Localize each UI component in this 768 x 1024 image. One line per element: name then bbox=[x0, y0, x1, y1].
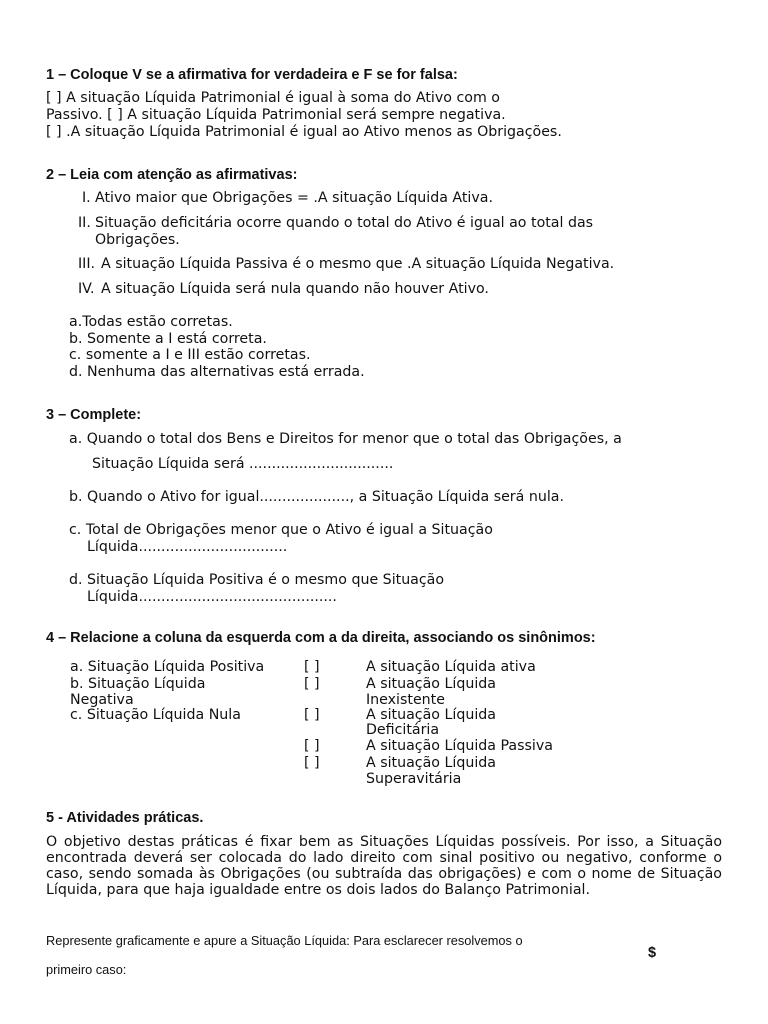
question-1-line-3: [ ] .A situação Líquida Patrimonial é igual ao Ativo menos as Obrigações. bbox=[46, 124, 562, 140]
statement-iii-number: III. bbox=[78, 256, 96, 272]
item-a-line-2: Situação Líquida será ................................ bbox=[92, 456, 394, 472]
practice-instruction-cont: primeiro caso: bbox=[46, 962, 127, 977]
left-item-b: b. Situação Líquida bbox=[70, 676, 206, 692]
item-a-line-1: a. Quando o total dos Bens e Direitos for menor que o total das Obrigações, a bbox=[69, 431, 622, 447]
right-item-4: A situação Líquida Passiva bbox=[366, 738, 553, 754]
left-item-b-cont: Negativa bbox=[70, 692, 134, 708]
left-item-c: c. Situação Líquida Nula bbox=[70, 707, 241, 723]
statement-ii-text-cont: Obrigações. bbox=[95, 232, 180, 248]
question-1-heading: 1 – Coloque V se a afirmativa for verdadeira e F se for falsa: bbox=[46, 67, 458, 83]
question-3-heading: 3 – Complete: bbox=[46, 407, 142, 423]
match-bracket-3: [ ] bbox=[304, 707, 320, 723]
statement-iv-text: A situação Líquida será nula quando não houver Ativo. bbox=[101, 281, 489, 297]
right-item-5-cont: Superavitária bbox=[366, 771, 462, 787]
statement-i-text: Ativo maior que Obrigações = .A situação Líquida Ativa. bbox=[95, 190, 493, 206]
right-item-2: A situação Líquida bbox=[366, 676, 496, 692]
option-d: d. Nenhuma das alternativas está errada. bbox=[69, 364, 365, 380]
right-item-2-cont: Inexistente bbox=[366, 692, 445, 708]
currency-symbol: $ bbox=[648, 945, 657, 961]
question-1-line-2: Passivo. [ ] A situação Líquida Patrimonial será sempre negativa. bbox=[46, 107, 506, 123]
option-c: c. somente a I e III estão corretas. bbox=[69, 347, 311, 363]
right-item-5: A situação Líquida bbox=[366, 755, 496, 771]
item-c-line-2: Líquida................................. bbox=[87, 539, 288, 555]
question-5-heading: 5 - Atividades práticas. bbox=[46, 810, 204, 826]
question-1-line-1: [ ] A situação Líquida Patrimonial é igual à soma do Ativo com o bbox=[46, 90, 500, 106]
match-bracket-2: [ ] bbox=[304, 676, 320, 692]
match-bracket-5: [ ] bbox=[304, 755, 320, 771]
right-item-3-cont: Deficitária bbox=[366, 722, 440, 738]
statement-i-number: I. bbox=[82, 190, 91, 206]
option-b: b. Somente a I está correta. bbox=[69, 331, 267, 347]
statement-ii-text: Situação deficitária ocorre quando o total do Ativo é igual ao total das bbox=[95, 215, 594, 231]
practice-paragraph: O objetivo destas práticas é fixar bem as Situações Líquidas possíveis. Por isso, a Situação encontrada deverá ser colocada do lado direito com sinal positivo ou negativo, conforme o caso, sendo somada às Obrigações (ou subtraída das obrigações) e com o nome de Situação Líquida, para que haja igualdade entre os dois lados do Balanço Patrimonial. bbox=[46, 834, 722, 898]
item-d-line-1: d. Situação Líquida Positiva é o mesmo que Situação bbox=[69, 572, 445, 588]
question-2-heading: 2 – Leia com atenção as afirmativas: bbox=[46, 167, 298, 183]
left-item-a: a. Situação Líquida Positiva bbox=[70, 659, 265, 675]
statement-iii-text: A situação Líquida Passiva é o mesmo que .A situação Líquida Negativa. bbox=[101, 256, 615, 272]
statement-iv-number: IV. bbox=[78, 281, 95, 297]
match-bracket-4: [ ] bbox=[304, 738, 320, 754]
item-d-line-2: Líquida............................................ bbox=[87, 589, 337, 605]
practice-instruction: Represente graficamente e apure a Situação Líquida: Para esclarecer resolvemos o bbox=[46, 933, 523, 948]
option-a: a.Todas estão corretas. bbox=[69, 314, 233, 330]
item-b: b. Quando o Ativo for igual...................., a Situação Líquida será nula. bbox=[69, 489, 564, 505]
right-item-3: A situação Líquida bbox=[366, 707, 496, 723]
right-item-1: A situação Líquida ativa bbox=[366, 659, 536, 675]
statement-ii-number: II. bbox=[78, 215, 91, 231]
item-c-line-1: c. Total de Obrigações menor que o Ativo é igual a Situação bbox=[69, 522, 493, 538]
question-4-heading: 4 – Relacione a coluna da esquerda com a da direita, associando os sinônimos: bbox=[46, 630, 596, 646]
match-bracket-1: [ ] bbox=[304, 659, 320, 675]
